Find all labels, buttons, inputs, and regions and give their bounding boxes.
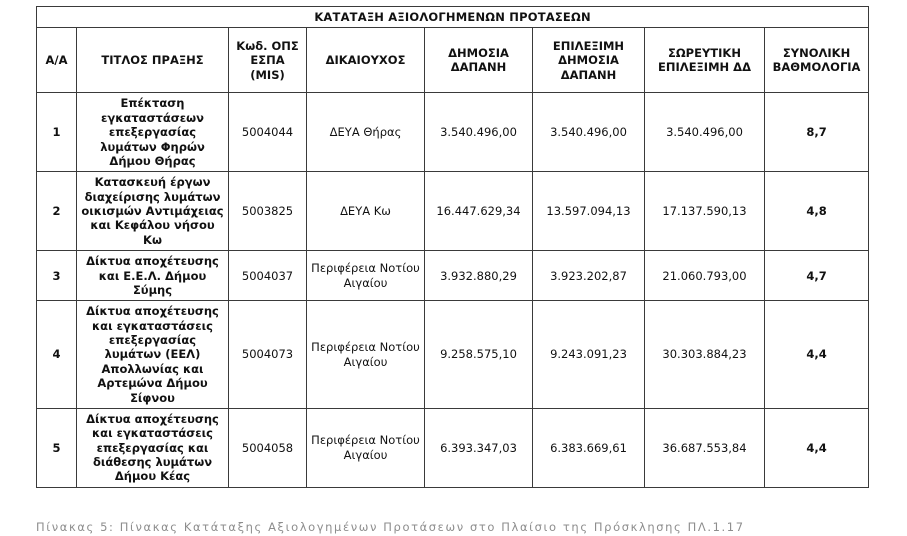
row-eligible-public-expense: 6.383.669,61 (533, 408, 645, 487)
column-header-total-score (765, 28, 869, 93)
column-header-beneficiary-label: ΔΙΚΑΙΟΥΧΟΣ (325, 53, 406, 68)
row-title: Δίκτυα αποχέτευσης και Ε.Ε.Λ. Δήμου Σύμης (77, 251, 229, 301)
row-mis: 5004073 (229, 301, 307, 409)
row-cumulative-eligible: 3.540.496,00 (645, 93, 765, 172)
row-total-score: 4,4 (765, 408, 869, 487)
row-index: 5 (37, 408, 77, 487)
row-eligible-public-expense: 9.243.091,23 (533, 301, 645, 409)
row-index: 3 (37, 251, 77, 301)
row-title: Κατασκευή έργων διαχείρισης λυμάτων οικισμών Αντιμάχειας και Κεφάλου νήσου Κω (77, 172, 229, 251)
row-title: Δίκτυα αποχέτευσης και εγκαταστάσεις επεξεργασίας λυμάτων (ΕΕΛ) Απολλωνίας και Αρτεμώνα Δήμου Σίφνου (77, 301, 229, 409)
row-public-expense: 3.540.496,00 (425, 93, 533, 172)
table-title: ΚΑΤΑΤΑΞΗ ΑΞΙΟΛΟΓΗΜΕΝΩΝ ΠΡΟΤΑΣΕΩΝ (37, 7, 869, 28)
column-header-cumulative-eligible-label: ΣΩΡΕΥΤΙΚΗ ΕΠΙΛΕΞΙΜΗ ΔΔ (658, 46, 751, 75)
row-cumulative-eligible: 17.137.590,13 (645, 172, 765, 251)
row-index: 2 (37, 172, 77, 251)
row-eligible-public-expense: 13.597.094,13 (533, 172, 645, 251)
table-row (37, 251, 869, 301)
column-header-title-label: ΤΙΤΛΟΣ ΠΡΑΞΗΣ (101, 53, 204, 68)
table-caption: Πίνακας 5: Πίνακας Κατάταξης Αξιολογημένων Προτάσεων στο Πλαίσιο της Πρόσκλησης ΠΛ.1.17 (36, 520, 745, 534)
table-title-row (37, 7, 869, 28)
row-index: 1 (37, 93, 77, 172)
ranking-table-container (36, 6, 868, 488)
column-header-aa (37, 28, 77, 93)
row-beneficiary: ΔΕΥΑ Θήρας (307, 93, 425, 172)
row-public-expense: 6.393.347,03 (425, 408, 533, 487)
column-header-public-expense (425, 28, 533, 93)
row-beneficiary: Περιφέρεια Νοτίου Αιγαίου (307, 301, 425, 409)
row-cumulative-eligible: 21.060.793,00 (645, 251, 765, 301)
column-header-aa-label: Α/Α (45, 53, 68, 68)
row-title: Δίκτυα αποχέτευσης και εγκαταστάσεις επεξεργασίας και διάθεσης λυμάτων Δήμου Κέας (77, 408, 229, 487)
row-beneficiary: ΔΕΥΑ Κω (307, 172, 425, 251)
ranking-table (36, 6, 869, 488)
column-header-total-score-label: ΣΥΝΟΛΙΚΗ ΒΑΘΜΟΛΟΓΙΑ (772, 46, 861, 75)
row-mis: 5004058 (229, 408, 307, 487)
row-total-score: 4,8 (765, 172, 869, 251)
row-public-expense: 3.932.880,29 (425, 251, 533, 301)
row-eligible-public-expense: 3.923.202,87 (533, 251, 645, 301)
row-eligible-public-expense: 3.540.496,00 (533, 93, 645, 172)
row-public-expense: 16.447.629,34 (425, 172, 533, 251)
table-row (37, 408, 869, 487)
row-total-score: 4,4 (765, 301, 869, 409)
column-header-eligible-public-expense (533, 28, 645, 93)
row-public-expense: 9.258.575,10 (425, 301, 533, 409)
row-mis: 5003825 (229, 172, 307, 251)
row-cumulative-eligible: 30.303.884,23 (645, 301, 765, 409)
table-row (37, 301, 869, 409)
table-header-row (37, 28, 869, 93)
column-header-title (77, 28, 229, 93)
row-mis: 5004044 (229, 93, 307, 172)
row-total-score: 4,7 (765, 251, 869, 301)
table-row (37, 172, 869, 251)
row-beneficiary: Περιφέρεια Νοτίου Αιγαίου (307, 408, 425, 487)
column-header-cumulative-eligible (645, 28, 765, 93)
table-row (37, 93, 869, 172)
column-header-eligible-public-expense-label: ΕΠΙΛΕΞΙΜΗ ΔΗΜΟΣΙΑ ΔΑΠΑΝΗ (552, 38, 625, 82)
column-header-beneficiary (307, 28, 425, 93)
column-header-mis (229, 28, 307, 93)
row-mis: 5004037 (229, 251, 307, 301)
row-cumulative-eligible: 36.687.553,84 (645, 408, 765, 487)
column-header-public-expense-label: ΔΗΜΟΣΙΑ ΔΑΠΑΝΗ (448, 46, 509, 75)
row-beneficiary: Περιφέρεια Νοτίου Αιγαίου (307, 251, 425, 301)
row-title: Επέκταση εγκαταστάσεων επεξεργασίας λυμάτων Φηρών Δήμου Θήρας (77, 93, 229, 172)
row-index: 4 (37, 301, 77, 409)
row-total-score: 8,7 (765, 93, 869, 172)
column-header-mis-label: Κωδ. ΟΠΣ ΕΣΠΑ (MIS) (236, 38, 299, 82)
